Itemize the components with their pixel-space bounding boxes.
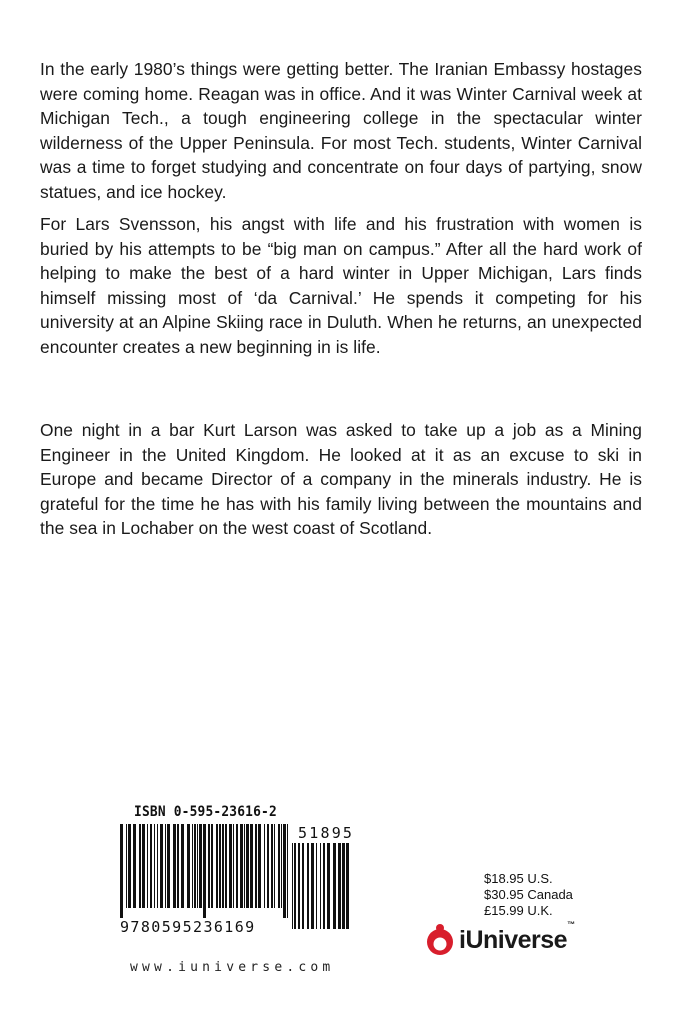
price-us: $18.95 U.S. — [484, 871, 553, 886]
barcode-bar — [173, 824, 176, 908]
barcode-bar — [267, 824, 269, 908]
barcode-bar — [154, 824, 155, 908]
barcode-bar — [287, 824, 288, 918]
barcode-bar — [278, 824, 280, 908]
barcode-bar — [236, 824, 238, 908]
barcode-bar — [274, 824, 275, 908]
publisher-website: www.iuniverse.com — [130, 960, 335, 975]
barcode-bar — [294, 843, 296, 929]
isbn-barcode — [120, 824, 290, 918]
barcode-bar — [133, 824, 136, 908]
iuniverse-swirl-icon — [425, 923, 455, 957]
barcode-bar — [157, 824, 158, 908]
barcode-bar — [258, 824, 261, 908]
barcode-bar — [165, 824, 166, 908]
barcode-digits: 9780595236169 — [120, 918, 256, 936]
barcode-bar — [120, 824, 123, 918]
barcode-bar — [147, 824, 148, 908]
price-addon-digits: 51895 — [298, 824, 355, 842]
barcode-bar — [342, 843, 345, 929]
barcode-bar — [283, 824, 286, 918]
barcode-bar — [128, 824, 131, 908]
barcode-bar — [281, 824, 282, 908]
barcode-bar — [264, 824, 265, 908]
barcode-bar — [181, 824, 184, 908]
barcode-bar — [327, 843, 330, 929]
publisher-name: iUniverse™ — [459, 919, 575, 954]
barcode-bar — [240, 824, 243, 908]
barcode-bar — [229, 824, 232, 908]
barcode-bar — [246, 824, 249, 908]
barcode-bar — [211, 824, 213, 908]
barcode-bar — [160, 824, 163, 908]
barcode-bar — [194, 824, 196, 908]
blurb-paragraph-1: In the early 1980’s things were getting better. The Iranian Embassy hostages were coming home. Reagan was in office. And it was Winter Carnival week at Michigan Tech., a tough engineering college in the spectacular winter wilderness of the Upper Peninsula. For most Tech. students, Winter Carnival was a time to forget studying and concentrate on four days of partying, snow statues, and ice hockey. — [40, 59, 642, 202]
price-list — [484, 871, 573, 919]
barcode-bar — [233, 824, 234, 908]
barcode-bar — [323, 843, 325, 929]
barcode-bar — [244, 824, 245, 908]
barcode-bar — [219, 824, 221, 908]
trademark-symbol: ™ — [567, 919, 575, 929]
barcode-bar — [333, 843, 336, 929]
price-addon-barcode — [292, 843, 354, 939]
barcode-bar — [307, 843, 309, 929]
barcode-bar — [203, 824, 206, 918]
blurb-paragraph-2: For Lars Svensson, his angst with life and his frustration with women is buried by his attempts to be “big man on campus.” After all the hard work of helping to make the best of a hard winter in Upper Michigan, Lars finds himself missing most of ‘da Carnival.’ He spends it competing for his university at an Alpine Skiing race in Duluth. When he returns, an unexpected encounter creates a new beginning in is life. — [40, 214, 642, 357]
barcode-bar — [255, 824, 257, 908]
price-uk: £15.99 U.K. — [484, 903, 553, 918]
author-bio: One night in a bar Kurt Larson was asked to take up a job as a Mining Engineer in the United Kingdom. He looked at it as an excuse to ski in Europe and became Director of a company in the minerals industry. He is grateful for the time he has with his family living between the mountains and the sea in Lochaber on the west coast of Scotland. — [40, 420, 642, 539]
barcode-bar — [250, 824, 253, 908]
barcode-bar — [320, 843, 321, 929]
price-canada: $30.95 Canada — [484, 887, 573, 902]
barcode-bar — [197, 824, 198, 908]
barcode-bar — [139, 824, 141, 908]
barcode-bar — [292, 843, 293, 929]
barcode-bar — [192, 824, 193, 908]
barcode-bar — [187, 824, 190, 908]
barcode-bar — [338, 843, 341, 929]
barcode-bar — [150, 824, 152, 908]
barcode-bar — [316, 843, 317, 929]
barcode-bar — [208, 824, 210, 908]
barcode-bar — [346, 843, 349, 929]
barcode-bar — [222, 824, 224, 908]
publisher-logo — [425, 919, 575, 957]
barcode-bar — [142, 824, 145, 908]
barcode-bar — [177, 824, 179, 908]
barcode-bar — [298, 843, 300, 929]
barcode-bar — [216, 824, 218, 908]
barcode-bar — [199, 824, 202, 908]
barcode-bar — [126, 824, 127, 908]
barcode-bar — [311, 843, 314, 929]
barcode-bar — [167, 824, 170, 908]
barcode-bar — [271, 824, 273, 908]
isbn-label: ISBN 0-595-23616-2 — [134, 804, 277, 820]
barcode-bar — [302, 843, 304, 929]
barcode-bar — [225, 824, 227, 908]
